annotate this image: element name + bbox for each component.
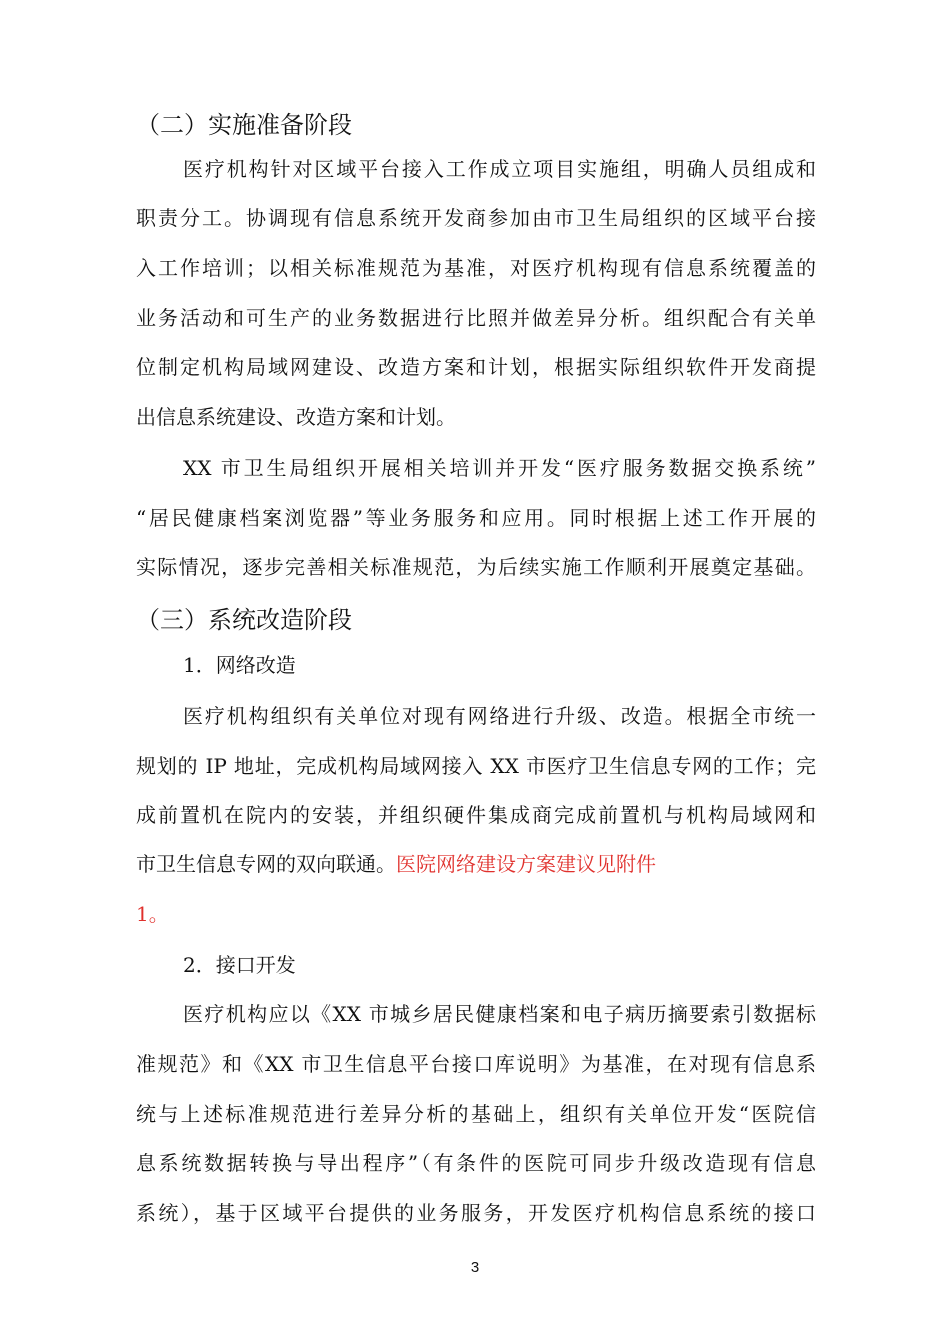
text-line: 成前置机在院内的安装，并组织硬件集成商完成前置机与机构局域网和 bbox=[136, 803, 816, 827]
text-run: 市卫生信息专网的双向联通。 bbox=[136, 852, 396, 876]
text-line: 医疗机构针对区域平台接入工作成立项目实施组，明确人员组成和 bbox=[183, 157, 816, 181]
text-line: 准规范》和《XX 市卫生信息平台接口库说明》为基准，在对现有信息系 bbox=[136, 1052, 816, 1076]
text-line: 业务活动和可生产的业务数据进行比照并做差异分析。组织配合有关单 bbox=[136, 306, 816, 330]
text-line: 系统），基于区域平台提供的业务服务，开发医疗机构信息系统的接口 bbox=[136, 1201, 816, 1225]
text-line: “居民健康档案浏览器”等业务服务和应用。同时根据上述工作开展的 bbox=[136, 506, 816, 530]
text-line: 规划的 IP 地址，完成机构局域网接入 XX 市医疗卫生信息专网的工作；完 bbox=[136, 754, 816, 778]
text-line bbox=[136, 850, 816, 878]
text-line: 医疗机构组织有关单位对现有网络进行升级、改造。根据全市统一 bbox=[183, 704, 816, 728]
text-line: 医疗机构应以《XX 市城乡居民健康档案和电子病历摘要索引数据标 bbox=[183, 1002, 816, 1026]
text-line: 职责分工。协调现有信息系统开发商参加由市卫生局组织的区域平台接 bbox=[136, 206, 816, 230]
text-line: 入工作培训；以相关标准规范为基准，对医疗机构现有信息系统覆盖的 bbox=[136, 256, 816, 280]
text-line: 出信息系统建设、改造方案和计划。 bbox=[136, 405, 456, 429]
section-heading-system-upgrade: （三）系统改造阶段 bbox=[136, 606, 352, 634]
text-line: 统与上述标准规范进行差异分析的基础上，组织有关单位开发“医院信 bbox=[136, 1102, 816, 1126]
text-line: 息系统数据转换与导出程序”（有条件的医院可同步升级改造现有信息 bbox=[136, 1151, 816, 1175]
text-line: 实际情况，逐步完善相关标准规范，为后续实施工作顺利开展奠定基础。 bbox=[136, 555, 816, 579]
text-line: 位制定机构局域网建设、改造方案和计划，根据实际组织软件开发商提 bbox=[136, 355, 816, 379]
text-line: XX 市卫生局组织开展相关培训并开发“医疗服务数据交换系统” bbox=[183, 456, 816, 480]
page-number: 3 bbox=[470, 1259, 480, 1276]
subsection-title-interface: 2．接口开发 bbox=[183, 953, 296, 977]
subsection-title-network: 1．网络改造 bbox=[183, 653, 296, 677]
section-heading-preparation: （二）实施准备阶段 bbox=[136, 111, 352, 139]
appendix-reference-continued: 1。 bbox=[136, 902, 169, 926]
appendix-reference: 医院网络建设方案建议见附件 bbox=[396, 852, 656, 876]
